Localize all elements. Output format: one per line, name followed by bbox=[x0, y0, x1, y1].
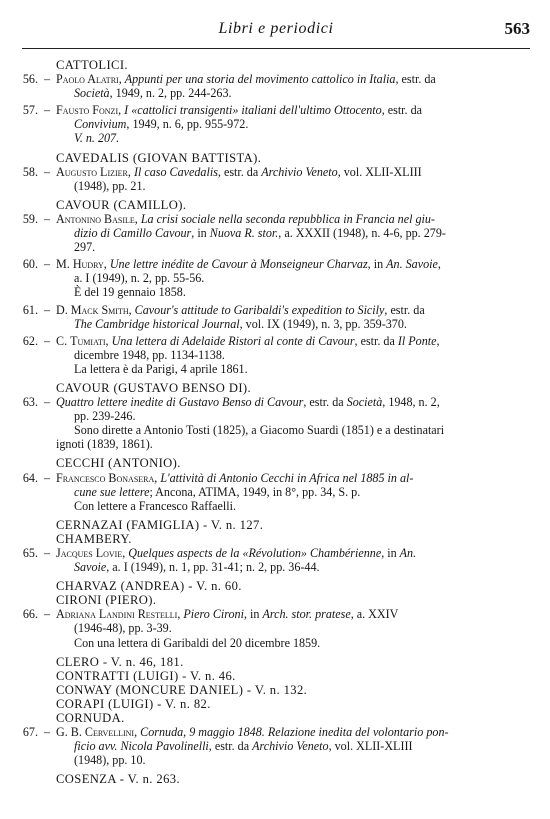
entry-continuation bbox=[56, 348, 528, 362]
entry-note bbox=[56, 362, 528, 376]
citation-text: Con lettere a Francesco Raffaelli. bbox=[74, 498, 236, 513]
citation-text: , a. XXIV bbox=[350, 607, 399, 622]
section-heading: CATTOLICI. bbox=[56, 58, 128, 72]
title-text: Archivio Veneto bbox=[261, 164, 338, 179]
citation-text: , bbox=[437, 257, 441, 272]
entry-citation bbox=[56, 165, 528, 179]
citation-text: , in bbox=[243, 607, 263, 622]
bibliography-entry bbox=[20, 471, 528, 513]
bibliography-entry bbox=[20, 165, 528, 193]
title-text: Cavour's attitude to Garibaldi's expedition to Sicily bbox=[134, 302, 385, 317]
section-heading: CHARVAZ (ANDREA) - V. n. 60. bbox=[56, 579, 242, 594]
title-text: Società bbox=[74, 86, 110, 101]
entry-note bbox=[56, 499, 528, 513]
citation-text: , vol. XLII-XLIII bbox=[328, 739, 413, 754]
title-text: ficio avv. Nicola Pavolinelli bbox=[74, 739, 209, 754]
section-heading: CAVOUR (CAMILLO). bbox=[56, 197, 187, 212]
entry-number: 67. bbox=[22, 725, 38, 740]
citation-text: , estr. da bbox=[354, 333, 398, 348]
title-text: Nuova R. stor. bbox=[209, 226, 279, 241]
entry-continuation bbox=[56, 240, 528, 254]
bibliography-body bbox=[20, 58, 528, 787]
entry-dash: – bbox=[44, 211, 51, 226]
bibliography-entry bbox=[20, 725, 528, 767]
citation-text: pp. 239-246. bbox=[74, 409, 136, 424]
page-header bbox=[22, 14, 530, 49]
entry-number: 56. bbox=[22, 72, 38, 87]
author-name: Tumiati bbox=[70, 333, 106, 348]
entry-number: 62. bbox=[22, 333, 38, 348]
entry-number: 58. bbox=[22, 164, 38, 179]
title-text: Une lettre inédite de Cavour à Monseigneur Charvaz bbox=[109, 257, 368, 272]
author-name: Jacques Lovie bbox=[56, 546, 123, 560]
author-name: Hudry bbox=[72, 257, 104, 272]
entry-continuation bbox=[56, 409, 528, 423]
author-name: Mack Smith bbox=[70, 302, 129, 317]
entry-citation bbox=[56, 303, 528, 317]
citation-text: , bbox=[127, 164, 134, 179]
bibliography-entry bbox=[20, 395, 528, 451]
title-text: Quelques aspects de la «Révolution» Chambérienne bbox=[128, 546, 382, 560]
entry-continuation bbox=[56, 753, 528, 767]
citation-text: ignoti (1839, 1861). bbox=[56, 437, 153, 452]
entry-continuation bbox=[56, 86, 528, 100]
entry-number: 64. bbox=[22, 470, 38, 485]
author-name: Francesco Bonasera bbox=[56, 470, 155, 485]
title-text: Appunti per una storia del movimento cattolico in Italia bbox=[124, 72, 396, 87]
citation-text: , in bbox=[381, 546, 400, 560]
entry-continuation bbox=[56, 271, 528, 285]
citation-text: , estr. da bbox=[381, 103, 423, 118]
title-text: Una lettera di Adelaide Ristori al conte di Cavour bbox=[111, 333, 355, 348]
title-text: Archivio Veneto bbox=[252, 739, 329, 754]
entry-citation bbox=[56, 395, 528, 409]
bibliography-entry bbox=[20, 546, 528, 574]
bibliography-entry bbox=[20, 212, 528, 254]
author-name: Antonino Basile bbox=[56, 211, 135, 226]
entry-citation bbox=[56, 546, 528, 560]
title-text: The Cambridge historical Journal bbox=[74, 316, 240, 331]
title-text: cune sue lettere bbox=[74, 484, 150, 499]
section-heading: CERNAZAI (FAMIGLIA) - V. n. 127. bbox=[56, 517, 264, 532]
citation-text: , in bbox=[367, 257, 387, 272]
title-text: L'attività di Antonio Cecchi in Africa nel 1885 in al- bbox=[160, 470, 414, 485]
entry-citation bbox=[56, 103, 528, 117]
entry-citation bbox=[56, 607, 528, 621]
entry-continuation bbox=[56, 179, 528, 193]
entry-note bbox=[56, 423, 528, 437]
citation-text: , bbox=[105, 333, 112, 348]
title-text: dizio di Camillo Cavour bbox=[74, 226, 192, 241]
citation-text: , estr. da bbox=[395, 72, 436, 87]
section-heading: CORNUDA. bbox=[56, 711, 125, 726]
entry-citation bbox=[56, 72, 528, 86]
section-heading: COSENZA - V. n. 263. bbox=[56, 772, 181, 787]
section-heading: CORAPI (LUIGI) - V. n. 82. bbox=[56, 696, 211, 711]
citation-text: , vol. XLII-XLIII bbox=[337, 164, 422, 179]
author-name: Paolo Alatri bbox=[56, 72, 119, 87]
bibliography-entry bbox=[20, 257, 528, 299]
section-heading: CECCHI (ANTONIO). bbox=[56, 456, 181, 471]
citation-text: , 1949, n. 2, pp. 244-263. bbox=[109, 86, 232, 101]
entry-continuation bbox=[56, 317, 528, 331]
entry-dash: – bbox=[44, 725, 51, 740]
entry-note bbox=[56, 285, 528, 299]
title-text: La crisi sociale nella seconda repubblica in Francia nel giu- bbox=[140, 211, 435, 226]
entry-citation bbox=[56, 334, 528, 348]
section-heading: CONWAY (MONCURE DANIEL) - V. n. 132. bbox=[56, 682, 308, 697]
author-name: Fausto Fonzi bbox=[56, 103, 119, 118]
citation-text: , vol. IX (1949), n. 3, pp. 359-370. bbox=[239, 316, 407, 331]
entry-citation bbox=[56, 257, 528, 271]
section-heading: CLERO - V. n. 46, 181. bbox=[56, 654, 184, 669]
entry-dash: – bbox=[44, 607, 51, 622]
entry-citation bbox=[56, 212, 528, 226]
title-text: V. n. 207. bbox=[74, 131, 120, 146]
citation-text: , bbox=[154, 470, 161, 485]
entry-dash: – bbox=[44, 333, 51, 348]
citation-text: La lettera è da Parigi, 4 aprile 1861. bbox=[74, 361, 248, 376]
citation-text: M. bbox=[56, 257, 73, 272]
bibliography-entry bbox=[20, 607, 528, 649]
citation-text: D. bbox=[56, 302, 71, 317]
entry-continuation bbox=[56, 621, 528, 635]
citation-text: a. I (1949), n. 2, pp. 55-56. bbox=[74, 271, 205, 286]
title-text: Società bbox=[346, 395, 383, 410]
section-heading: CAVOUR (GUSTAVO BENSO DI). bbox=[56, 380, 252, 395]
citation-text: , bbox=[128, 302, 135, 317]
citation-text: , estr. da bbox=[208, 739, 253, 754]
title-text: Il caso Cavedalis bbox=[133, 164, 218, 179]
section-heading: CHAMBERY. bbox=[56, 531, 132, 546]
citation-text: , bbox=[177, 607, 184, 622]
title-text: An. Savoie bbox=[386, 257, 438, 272]
title-text: Quattro lettere inedite di Gustavo Benso di Cavour bbox=[56, 395, 304, 410]
entry-note bbox=[56, 437, 528, 451]
citation-text: , estr. da bbox=[217, 164, 262, 179]
entry-dash: – bbox=[44, 257, 51, 272]
title-text: An. bbox=[399, 546, 417, 560]
entry-note bbox=[56, 636, 528, 650]
bibliography-entry bbox=[20, 72, 528, 100]
citation-text: G. B. bbox=[56, 725, 85, 740]
entry-citation bbox=[56, 725, 528, 739]
citation-text: , bbox=[103, 257, 110, 272]
entry-citation bbox=[56, 471, 528, 485]
citation-text: ; Ancona, ATIMA, 1949, in 8°, pp. 34, S. p. bbox=[149, 484, 361, 499]
running-title: Libri e periodici bbox=[218, 20, 334, 37]
bibliography-entry bbox=[20, 103, 528, 145]
citation-text: , bbox=[134, 211, 141, 226]
title-text: Convivium bbox=[74, 117, 127, 132]
entry-dash: – bbox=[44, 103, 51, 118]
citation-text: , bbox=[134, 725, 141, 740]
citation-text: , bbox=[122, 546, 129, 560]
entry-continuation bbox=[56, 485, 528, 499]
entry-dash: – bbox=[44, 72, 51, 87]
entry-dash: – bbox=[44, 546, 51, 560]
citation-text: Con una lettera di Garibaldi del 20 dicembre 1859. bbox=[74, 635, 321, 650]
entry-number: 61. bbox=[22, 302, 38, 317]
entry-continuation bbox=[56, 131, 528, 145]
citation-text: , bbox=[118, 72, 125, 87]
bibliography-entry bbox=[20, 334, 528, 376]
citation-text: , bbox=[436, 333, 440, 348]
entry-continuation bbox=[56, 739, 528, 753]
title-text: Savoie bbox=[74, 560, 107, 575]
citation-text: È del 19 gennaio 1858. bbox=[74, 285, 186, 300]
entry-number: 60. bbox=[22, 257, 38, 272]
author-name: Augusto Lizier bbox=[56, 164, 128, 179]
entry-dash: – bbox=[44, 395, 51, 410]
title-text: Il Ponte bbox=[397, 333, 437, 348]
entry-dash: – bbox=[44, 302, 51, 317]
section-heading: CIRONI (PIERO). bbox=[56, 593, 157, 608]
citation-text: , a. I (1949), n. 1, pp. 31-41; n. 2, pp. 36-44. bbox=[106, 560, 320, 575]
entry-number: 59. bbox=[22, 211, 38, 226]
entry-continuation bbox=[56, 117, 528, 131]
entry-dash: – bbox=[44, 470, 51, 485]
citation-text: , a. XXXII (1948), n. 4-6, pp. 279- bbox=[278, 226, 446, 241]
author-name: Cervellini bbox=[84, 725, 135, 740]
entry-number: 66. bbox=[22, 607, 38, 622]
title-text: Cornuda, 9 maggio 1848. Relazione inedita del volontario pon- bbox=[140, 725, 449, 740]
citation-text: , 1948, n. 2, bbox=[382, 395, 440, 410]
entry-number: 63. bbox=[22, 395, 38, 410]
title-text: Arch. stor. pratese bbox=[262, 607, 351, 622]
entry-continuation bbox=[56, 560, 528, 574]
citation-text: dicembre 1948, pp. 1134-1138. bbox=[74, 347, 225, 362]
title-text: I «cattolici transigenti» italiani dell'ultimo Ottocento bbox=[124, 103, 382, 118]
citation-text: (1948), pp. 10. bbox=[74, 753, 146, 768]
bibliography-entry bbox=[20, 303, 528, 331]
citation-text: (1948), pp. 21. bbox=[74, 178, 146, 193]
citation-text: , 1949, n. 6, pp. 955-972. bbox=[126, 117, 249, 132]
citation-text: (1946-48), pp. 3-39. bbox=[74, 621, 172, 636]
entry-number: 57. bbox=[22, 103, 38, 118]
citation-text: , bbox=[118, 103, 125, 118]
citation-text: 297. bbox=[74, 240, 96, 255]
citation-text: , in bbox=[191, 226, 210, 241]
author-name: Adriana Landini Restelli bbox=[56, 607, 178, 622]
title-text: Piero Cironi bbox=[183, 607, 244, 622]
section-heading: CONTRATTI (LUIGI) - V. n. 46. bbox=[56, 668, 236, 683]
citation-text: , estr. da bbox=[384, 302, 425, 317]
citation-text: Sono dirette a Antonio Tosti (1825), a Giacomo Suardi (1851) e a destinatari bbox=[74, 423, 445, 438]
citation-text: , estr. da bbox=[303, 395, 347, 410]
entry-continuation bbox=[56, 226, 528, 240]
entry-dash: – bbox=[44, 164, 51, 179]
entry-number: 65. bbox=[22, 546, 38, 560]
citation-text: C. bbox=[56, 333, 71, 348]
page-number: 563 bbox=[504, 19, 530, 38]
section-heading: CAVEDALIS (GIOVAN BATTISTA). bbox=[56, 150, 262, 165]
